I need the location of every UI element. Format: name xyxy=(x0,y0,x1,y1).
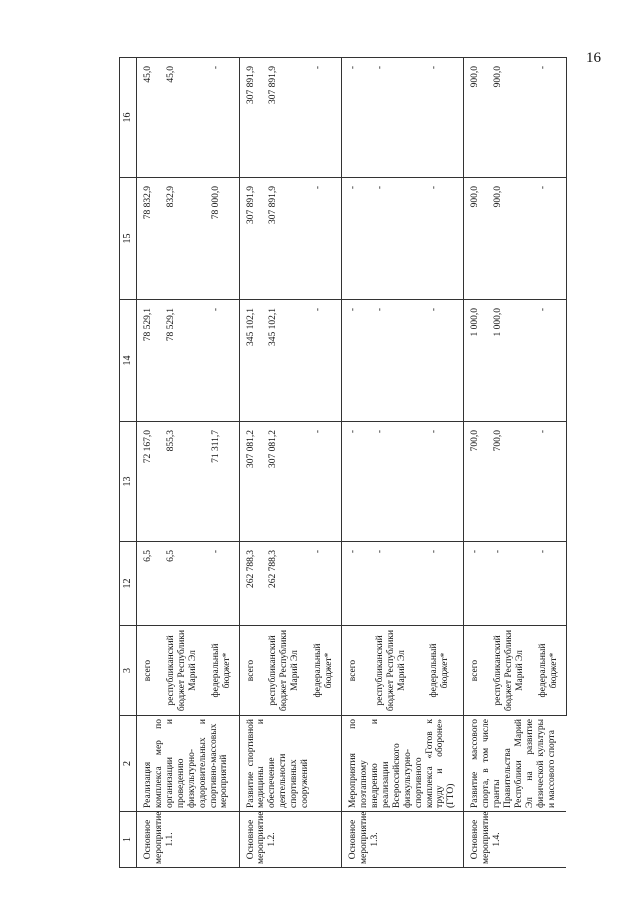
value-cell-16: - xyxy=(342,58,370,178)
header-row xyxy=(120,58,137,868)
funding-source: федеральный бюджет* xyxy=(205,626,239,716)
measure-id: Основное мероприятие 1.2. xyxy=(239,812,342,868)
table-row xyxy=(137,58,160,868)
value-cell-13: 72 167,0 xyxy=(137,422,160,542)
value-cell-13: - xyxy=(342,422,370,542)
value-cell-15: 900,0 xyxy=(464,178,487,300)
table-row xyxy=(464,58,487,868)
value-cell-16: 900,0 xyxy=(487,58,532,178)
value-cell-14: - xyxy=(423,300,464,422)
col-header: 2 xyxy=(120,716,137,812)
value-cell-13: - xyxy=(423,422,464,542)
value-cell-13: 700,0 xyxy=(487,422,532,542)
value-cell-14: - xyxy=(205,300,239,422)
funding-source: федеральный бюджет* xyxy=(423,626,464,716)
value-cell-14: 1 000,0 xyxy=(487,300,532,422)
funding-source: всего xyxy=(239,626,262,716)
funding-source: федеральный бюджет* xyxy=(532,626,566,716)
value-cell-15: 307 891,9 xyxy=(239,178,262,300)
value-cell-12: - xyxy=(464,542,487,626)
funding-source: республиканский бюджет Республики Марий Эл xyxy=(160,626,205,716)
page-number: 16 xyxy=(586,50,601,66)
value-cell-12: 6,5 xyxy=(137,542,160,626)
col-header: 16 xyxy=(120,58,137,178)
value-cell-13: 700,0 xyxy=(464,422,487,542)
col-header: 13 xyxy=(120,422,137,542)
value-cell-15: - xyxy=(369,178,422,300)
value-cell-14: 345 102,1 xyxy=(262,300,307,422)
value-cell-13: 307 081,2 xyxy=(239,422,262,542)
value-cell-16: 45,0 xyxy=(137,58,160,178)
value-cell-15: - xyxy=(307,178,341,300)
value-cell-15: 78 000,0 xyxy=(205,178,239,300)
value-cell-16: - xyxy=(532,58,566,178)
value-cell-15: - xyxy=(342,178,370,300)
value-cell-14: 78 529,1 xyxy=(137,300,160,422)
value-cell-16: - xyxy=(423,58,464,178)
measure-description: Реализация комплекса мер по организации и проведению физкультурно-оздоровительных и спортивно-массовых мероприятий xyxy=(137,716,240,812)
col-header: 15 xyxy=(120,178,137,300)
funding-source: всего xyxy=(137,626,160,716)
col-header: 1 xyxy=(120,812,137,868)
measure-description: Развитие спортивной медицины и обеспечение деятельности спортивных сооружений xyxy=(239,716,342,812)
value-cell-14: - xyxy=(532,300,566,422)
funding-source: федеральный бюджет* xyxy=(307,626,341,716)
value-cell-16: - xyxy=(205,58,239,178)
funding-source: республиканский бюджет Республики Марий Эл xyxy=(369,626,422,716)
value-cell-12: 262 788,3 xyxy=(239,542,262,626)
col-header: 12 xyxy=(120,542,137,626)
table-row xyxy=(239,58,262,868)
funding-source: республиканский бюджет Республики Марий Эл xyxy=(262,626,307,716)
value-cell-12: - xyxy=(532,542,566,626)
value-cell-12: - xyxy=(369,542,422,626)
value-cell-13: - xyxy=(307,422,341,542)
value-cell-14: - xyxy=(307,300,341,422)
value-cell-13: - xyxy=(532,422,566,542)
value-cell-13: 855,3 xyxy=(160,422,205,542)
value-cell-13: - xyxy=(369,422,422,542)
value-cell-15: 832,9 xyxy=(160,178,205,300)
value-cell-12: 6,5 xyxy=(160,542,205,626)
measure-id: Основное мероприятие 1.3. xyxy=(342,812,464,868)
value-cell-12: - xyxy=(423,542,464,626)
value-cell-15: 78 832,9 xyxy=(137,178,160,300)
value-cell-14: - xyxy=(369,300,422,422)
rotated-table-container xyxy=(119,58,631,868)
value-cell-16: 307 891,9 xyxy=(239,58,262,178)
value-cell-16: - xyxy=(369,58,422,178)
value-cell-15: - xyxy=(532,178,566,300)
value-cell-15: 900,0 xyxy=(487,178,532,300)
value-cell-13: 71 311,7 xyxy=(205,422,239,542)
value-cell-12: - xyxy=(342,542,370,626)
col-header: 3 xyxy=(120,626,137,716)
table-body xyxy=(137,58,567,868)
funding-source: республиканский бюджет Республики Марий Эл xyxy=(487,626,532,716)
value-cell-15: - xyxy=(423,178,464,300)
value-cell-14: 1 000,0 xyxy=(464,300,487,422)
value-cell-13: 307 081,2 xyxy=(262,422,307,542)
funding-source: всего xyxy=(342,626,370,716)
value-cell-14: - xyxy=(342,300,370,422)
value-cell-15: 307 891,9 xyxy=(262,178,307,300)
measure-id: Основное мероприятие 1.1. xyxy=(137,812,240,868)
value-cell-14: 78 529,1 xyxy=(160,300,205,422)
value-cell-14: 345 102,1 xyxy=(239,300,262,422)
value-cell-16: 45,0 xyxy=(160,58,205,178)
value-cell-16: - xyxy=(307,58,341,178)
budget-table xyxy=(119,57,567,868)
value-cell-16: 900,0 xyxy=(464,58,487,178)
measure-description: Развитие массового спорта, в том числе гранты Правительства Республики Марий Эл на развитие физической культуры и массового спорта xyxy=(464,716,567,812)
measure-id: Основное мероприятие 1.4. xyxy=(464,812,567,868)
table-row xyxy=(342,58,370,868)
value-cell-12: - xyxy=(205,542,239,626)
value-cell-12: - xyxy=(487,542,532,626)
value-cell-16: 307 891,9 xyxy=(262,58,307,178)
funding-source: всего xyxy=(464,626,487,716)
col-header: 14 xyxy=(120,300,137,422)
value-cell-12: 262 788,3 xyxy=(262,542,307,626)
measure-description: Мероприятия по поэтапному внедрению и реализации Всероссийского физкультурно-спортивного комплекса «Готов к труду и обороне» (ГТО) xyxy=(342,716,464,812)
value-cell-12: - xyxy=(307,542,341,626)
